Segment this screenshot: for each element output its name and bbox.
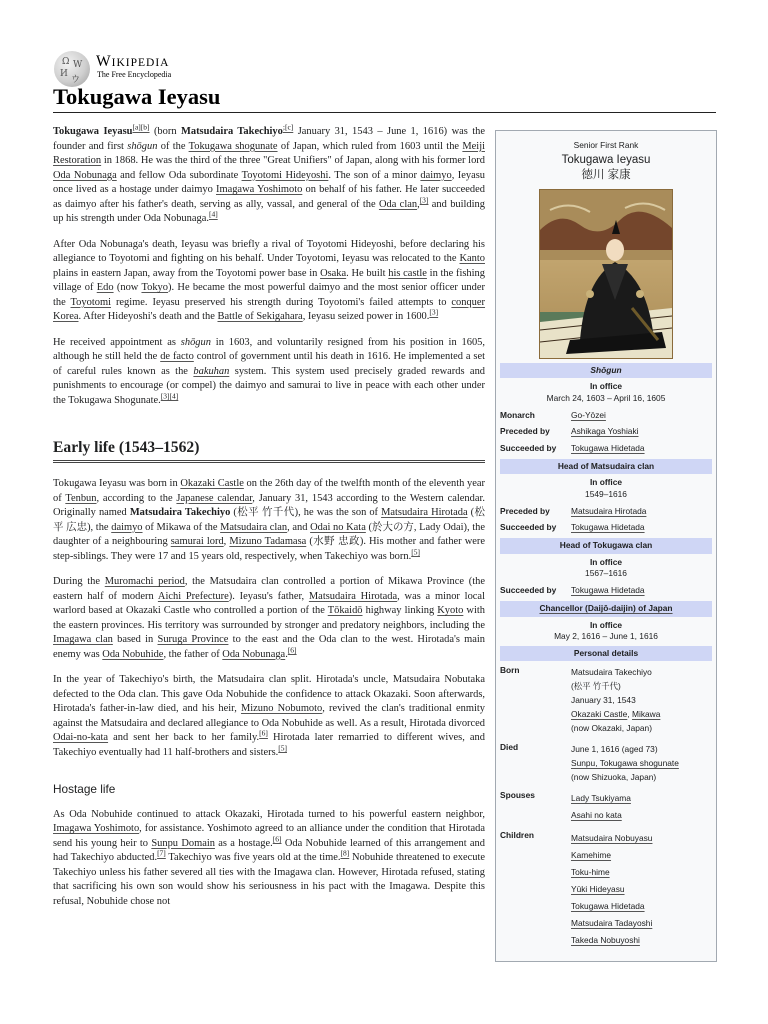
link-suruga-province[interactable]: Suruga Province bbox=[157, 634, 229, 645]
infobox-row-born: Born Matsudaira Takechiyo (松平 竹千代) January 31, 1543 Okazaki Castle, Mikawa (now Okazaki, Japan) bbox=[496, 661, 716, 738]
infobox-header-matsudaira: Head of Matsudaira clan bbox=[500, 459, 712, 475]
link-daimyo[interactable]: daimyo bbox=[420, 169, 452, 181]
wikipedia-globe-logo[interactable]: Ω W И ウ bbox=[54, 51, 90, 87]
link-conquer-korea[interactable]: conquer Korea bbox=[53, 296, 486, 322]
infobox-rank: Senior First Rank bbox=[573, 140, 639, 150]
infobox-row-preceded: Preceded by Ashikaga Yoshiaki bbox=[500, 426, 639, 436]
died-date: June 1, 1616 (aged 73) bbox=[571, 743, 658, 754]
link-japanese-calendar[interactable]: Japanese calendar bbox=[176, 492, 253, 504]
infobox-header-chancellor bbox=[500, 601, 712, 617]
link-muromachi-period[interactable]: Muromachi period bbox=[104, 576, 185, 587]
citation-ref[interactable]: [5] bbox=[411, 547, 420, 557]
in-office-label: In office bbox=[589, 619, 623, 630]
born-name-japanese: (松平 竹千代) bbox=[571, 681, 621, 691]
infobox-row-succeeded: Succeeded by Tokugawa Hidetada bbox=[500, 585, 645, 595]
link-child[interactable]: Matsudaira Nobuyasu bbox=[571, 832, 653, 843]
link-tokugawa-hidetada[interactable]: Tokugawa Hidetada bbox=[571, 585, 645, 595]
born-place: Okazaki Castle, Mikawa bbox=[571, 709, 661, 719]
early-life-paragraph-1: Tokugawa Ieyasu was born in Okazaki Castle on the 26th day of the twelfth month of the eleventh year of Tenbun, according to the Japanese calendar, January 31, 1543 according to the Western calendar. Originally named Matsudaira Takechiyo (松平 竹千代), he was the son of Matsudaira Hirotada (松平 広忠), the daimyo of Mikawa of the Matsudaira clan, and Odai no Kata (於大の方, Lady Odai), the daughter of a neighbouring samurai lord, Mizuno Tadamasa (水野 忠政). His mother and father were step-siblings. They were 17 and 15 years old, respectively, when Takechiyo was born.[5] bbox=[53, 478, 486, 562]
lead-paragraph-3: He received appointment as shōgun in 1603, and voluntarily resigned from his position in 1605, although he still held the de facto control of government until his death in 1616. He implemented a set of careful rules known as the bakuhan system. This system used precisely graded rewards and punishments to encourage (or compel) the daimyo and samurai to live in peace with each other under the Tokugawa Shogunate.[3][4] bbox=[53, 336, 486, 406]
infobox-row-succeeded: Succeeded by Tokugawa Hidetada bbox=[500, 522, 645, 532]
link-edo[interactable]: Edo bbox=[96, 282, 114, 293]
lead-paragraph-2: After Oda Nobunaga's death, Ieyasu was briefly a rival of Toyotomi Hideyoshi, before declaring his allegiance to Toyotomi and fighting on his behalf. Under Toyotomi, Ieyasu was relocated to the Kanto plains in eastern Japan, away from the Toyotomi power base in Osaka. He built his castle in the fishing village of Edo (now Tokyo). He became the most powerful daimyo and the most senior officer under the Toyotomi regime. Ieyasu preserved his strength during Toyotomi's failed attempts to conquer Korea. After Hideyoshi's death and the Battle of Sekigahara, Ieyasu seized power in 1600.[3] bbox=[53, 238, 486, 322]
link-child[interactable]: Tokugawa Hidetada bbox=[571, 900, 645, 911]
citation-ref[interactable]: [6] bbox=[272, 834, 282, 844]
link-tokugawa-hidetada[interactable]: Tokugawa Hidetada bbox=[571, 442, 645, 453]
infobox bbox=[495, 130, 717, 962]
wikipedia-tagline: The Free Encyclopedia bbox=[97, 70, 172, 79]
infobox-row-succeeded: Succeeded by Tokugawa Hidetada bbox=[500, 442, 645, 453]
link-bakuhan[interactable]: bakuhan bbox=[193, 365, 230, 377]
link-go-yozei[interactable]: Go-Yōzei bbox=[571, 409, 606, 420]
infobox-name-japanese: 徳川 家康 bbox=[581, 168, 631, 181]
lead-paragraph-1: Tokugawa Ieyasu[a][b] (born Matsudaira Takechiyo$^{;[c]}$ January 31, 1543 – June 1, 1616) was the founder and first shōgun of the Tokugawa shogunate of Japan, which ruled from 1603 until the Meiji Restoration in 1868. He was the third of the three "Great Unifiers" of Japan, along with his former lord Oda Nobunaga and fellow Oda subordinate Toyotomi Hideyoshi. The son of a minor daimyo, Ieyasu once lived as a hostage under daimyo Imagawa Yoshimoto on behalf of his father. He later succeeded as daimyo after his father's death, serving as ally, vassal, and general of the Oda clan,[3] and building up his strength under Oda Nobunaga.[4] bbox=[53, 122, 485, 224]
link-battle-of-sekigahara[interactable]: Battle of Sekigahara bbox=[217, 311, 303, 322]
link-mizuno-nobumoto[interactable]: Mizuno Nobumoto bbox=[240, 703, 323, 714]
link-sunpu-domain[interactable]: Sunpu Domain bbox=[151, 837, 215, 849]
infobox-header-tokugawa: Head of Tokugawa clan bbox=[500, 538, 712, 554]
note-ref[interactable]: [a][b] bbox=[132, 122, 150, 132]
citation-ref[interactable]: [3] bbox=[429, 307, 439, 317]
link-tokyo[interactable]: Tokyo bbox=[141, 282, 168, 293]
hostage-life-paragraph: As Oda Nobuhide continued to attack Okazaki, Hirotada turned to his powerful eastern neighbor, Imagawa Yoshimoto, for assistance. Yoshimoto agreed to an alliance under the condition that Hirotada send his young heir to Sunpu Domain as a hostage.[6] Oda Nobuhide learned of this arrangement and had Takechiyo abducted.[7] Takechiyo was five years old at the time.[8] Nobuhide threatened to execute Takechiyo unless his father severed all ties with the Imagawa clan. However, Hirotada refused, stating that sacrificing his own son would show his seriousness in his pact with the Imagawa. Despite this refusal, Nobuhide chose not bbox=[53, 808, 485, 907]
in-office-label: In office bbox=[589, 477, 623, 487]
link-imagawa-yoshimoto[interactable]: Imagawa Yoshimoto bbox=[215, 184, 303, 195]
link-chancellor[interactable]: Chancellor (Daijō-daijin) of Japan bbox=[539, 603, 673, 613]
link-matsudaira-hirotada[interactable]: Matsudaira Hirotada bbox=[381, 507, 468, 518]
citation-ref[interactable]: [6] bbox=[259, 728, 268, 738]
citation-ref[interactable]: [3][4] bbox=[160, 391, 179, 401]
infobox-row-preceded: Preceded by Matsudaira Hirotada bbox=[500, 505, 647, 516]
died-place-now: (now Shizuoka, Japan) bbox=[571, 771, 657, 782]
citation-ref[interactable]: [5] bbox=[278, 743, 287, 753]
link-daimyo[interactable]: daimyo bbox=[111, 521, 143, 533]
infobox-header-shogun: Shōgun bbox=[500, 363, 712, 379]
link-kyoto[interactable]: Kyoto bbox=[437, 605, 464, 616]
link-oda-nobuhide[interactable]: Oda Nobuhide bbox=[102, 648, 164, 660]
office-dates: May 2, 1616 – June 1, 1616 bbox=[554, 631, 658, 641]
section-heading-early-life: Early life (1543–1562) bbox=[53, 437, 485, 463]
link-odai-no-kata[interactable]: Odai no Kata bbox=[310, 521, 366, 533]
office-dates: 1549–1616 bbox=[585, 488, 627, 499]
infobox-header-personal: Personal details bbox=[500, 646, 712, 662]
portrait-image[interactable] bbox=[539, 189, 673, 359]
infobox-row-died: Died June 1, 1616 (aged 73) Sunpu, Tokugawa shogunate (now Shizuoka, Japan) bbox=[496, 738, 716, 787]
citation-ref[interactable]: [6] bbox=[287, 645, 297, 655]
link-sunpu[interactable]: Sunpu, Tokugawa shogunate bbox=[571, 757, 679, 768]
section-heading-hostage-life: Hostage life bbox=[53, 782, 116, 796]
born-date: January 31, 1543 bbox=[571, 695, 636, 705]
link-matsudaira-clan[interactable]: Matsudaira clan bbox=[220, 521, 288, 533]
link-imagawa-yoshimoto[interactable]: Imagawa Yoshimoto bbox=[53, 823, 140, 834]
link-oda-nobunaga[interactable]: Oda Nobunaga bbox=[53, 169, 117, 181]
note-ref[interactable]: ;[c] bbox=[282, 122, 294, 132]
title-divider bbox=[53, 112, 716, 113]
link-his-castle[interactable]: his castle bbox=[388, 267, 427, 279]
link-kanto[interactable]: Kanto bbox=[459, 253, 485, 264]
page-title: Tokugawa Ieyasu bbox=[53, 84, 221, 109]
link-child[interactable]: Toku-hime bbox=[571, 866, 610, 877]
link-matsudaira-hirotada[interactable]: Matsudaira Hirotada bbox=[571, 505, 647, 516]
link-mikawa[interactable]: Mikawa bbox=[631, 709, 661, 719]
link-child[interactable]: Matsudaira Tadayoshi bbox=[571, 917, 653, 928]
link-oda-clan[interactable]: Oda clan bbox=[378, 198, 418, 210]
link-de-facto[interactable]: de facto bbox=[160, 351, 194, 362]
early-life-paragraph-2: During the Muromachi period, the Matsudaira clan controlled a portion of Mikawa Province (the eastern half of modern Aichi Prefecture). Ieyasu's father, Matsudaira Hirotada, was a minor local warlord based at Okazaki Castle who controlled a portion of the Tōkaidō highway linking Kyoto with the eastern provinces. His territory was surrounded by stronger and predatory neighbors, including the Imagawa clan based in Suruga Province to the east and the Oda clan to the west. Hirotada's main enemy was Oda Nobuhide, the father of Oda Nobunaga.[6] bbox=[53, 576, 486, 660]
link-toyotomi-hideyoshi[interactable]: Toyotomi Hideyoshi bbox=[241, 169, 329, 181]
born-name: Matsudaira Takechiyo bbox=[571, 667, 652, 677]
link-okazaki-castle[interactable]: Okazaki Castle bbox=[180, 478, 244, 489]
link-samurai-lord[interactable]: samurai lord bbox=[170, 536, 224, 547]
office-dates: March 24, 1603 – April 16, 1605 bbox=[546, 392, 666, 403]
link-okazaki-castle[interactable]: Okazaki Castle bbox=[571, 709, 628, 719]
infobox-name: Tokugawa Ieyasu bbox=[561, 153, 651, 166]
office-dates: 1567–1616 bbox=[585, 568, 627, 578]
link-spouse[interactable]: Lady Tsukiyama bbox=[571, 793, 631, 803]
early-life-paragraph-3: In the year of Takechiyo's birth, the Matsudaira clan split. Hirotada's uncle, Matsudaira Nobutaka defected to the Oda clan. This gave Oda Nobuhide the confidence to attack Okazaki. Soon afterwards, Hirotada's father-in-law died, and his heir, Mizuno Nobumoto, revived the clan's traditional enmity against the Matsudaira and declared allegiance to Oda Nobuhide as well. As a result, Hirotada divorced Odai-no-kata and sent her back to her family.[6] Hirotada later remarried to different wives, and Takechiyo eventually had 11 half-brothers and sisters.[5] bbox=[53, 674, 485, 758]
link-ashikaga-yoshiaki[interactable]: Ashikaga Yoshiaki bbox=[571, 426, 639, 436]
link-toyotomi[interactable]: Toyotomi bbox=[70, 296, 111, 308]
in-office-label: In office bbox=[589, 381, 623, 391]
infobox-row-spouses: Spouses Lady Tsukiyama Asahi no kata bbox=[500, 790, 631, 820]
link-matsudaira-hirotada[interactable]: Matsudaira Hirotada bbox=[308, 590, 398, 602]
portrait-painting-icon bbox=[540, 190, 672, 358]
article-body bbox=[53, 122, 486, 920]
link-mizuno-tadamasa[interactable]: Mizuno Tadamasa bbox=[229, 536, 307, 547]
infobox-row-monarch: Monarch Go-Yōzei bbox=[500, 409, 606, 420]
link-tenbun[interactable]: Tenbun bbox=[65, 492, 97, 504]
link-tokugawa-shogunate[interactable]: Tokugawa shogunate bbox=[188, 140, 278, 152]
link-child[interactable]: Yūki Hideyasu bbox=[571, 883, 625, 894]
wikipedia-wordmark[interactable]: WIKIPEDIA bbox=[96, 53, 170, 70]
link-tokaido[interactable]: Tōkaidō bbox=[327, 605, 363, 616]
link-aichi-prefecture[interactable]: Aichi Prefecture bbox=[157, 590, 229, 602]
citation-ref[interactable]: [3] bbox=[419, 195, 429, 205]
link-tokugawa-hidetada[interactable]: Tokugawa Hidetada bbox=[571, 522, 645, 532]
link-oda-nobunaga[interactable]: Oda Nobunaga bbox=[222, 648, 286, 660]
citation-ref[interactable]: [7] bbox=[157, 848, 166, 858]
link-spouse[interactable]: Asahi no kata bbox=[571, 810, 622, 820]
link-imagawa-clan[interactable]: Imagawa clan bbox=[53, 634, 113, 645]
in-office-label: In office bbox=[589, 556, 623, 567]
born-place-now: (now Okazaki, Japan) bbox=[571, 723, 652, 733]
link-osaka[interactable]: Osaka bbox=[320, 267, 347, 279]
infobox-row-children: Children Matsudaira Nobuyasu Kamehime Toku-hime Yūki Hideyasu Tokugawa Hidetada Matsudaira Tadayoshi Takeda Nobuyoshi bbox=[500, 829, 653, 945]
link-child[interactable]: Takeda Nobuyoshi bbox=[571, 934, 640, 945]
link-odai-no-kata[interactable]: Odai-no-kata bbox=[53, 732, 109, 743]
link-meiji-restoration[interactable]: Meiji Restoration bbox=[53, 140, 485, 166]
citation-ref[interactable]: [4] bbox=[208, 209, 218, 219]
link-child[interactable]: Kamehime bbox=[571, 849, 612, 860]
citation-ref[interactable]: [8] bbox=[340, 848, 350, 858]
